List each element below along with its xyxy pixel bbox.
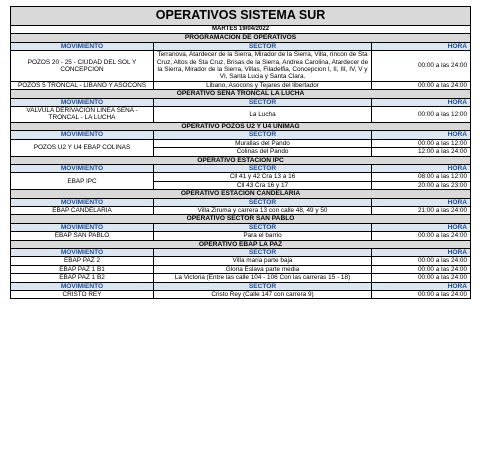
header-movimiento: MOVIMIENTO — [11, 223, 154, 231]
movimiento-cell: EBAP PAZ 2 — [11, 257, 154, 265]
column-header-row — [11, 131, 471, 139]
section-title-row — [11, 190, 471, 198]
section-title-row — [11, 156, 471, 164]
schedule-date: MARTES 19/04/2022 — [11, 26, 471, 34]
operations-table — [10, 6, 471, 299]
sector-cell: Cll 43 Cra 16 y 17 — [154, 181, 372, 189]
header-hora: HORA — [372, 282, 471, 290]
header-sector: SECTOR — [154, 164, 372, 172]
movimiento-cell: POZOS 5 TRONCAL - LIBANO Y ASOCONS — [11, 81, 154, 89]
header-sector: SECTOR — [154, 98, 372, 106]
section-title-row — [11, 122, 471, 130]
header-hora: HORA — [372, 223, 471, 231]
header-hora: HORA — [372, 131, 471, 139]
table-row — [11, 257, 471, 265]
table-row — [11, 206, 471, 214]
section-title: OPERATIVO SENA TRONCAL LA LUCHA — [11, 90, 471, 98]
sector-cell: Gloria Eslava parte media — [154, 265, 372, 273]
hora-cell: 00:00 a las 12:00 — [372, 139, 471, 147]
sector-cell: Libano, Asocons y Tejares del libertador — [154, 81, 372, 89]
column-header-row — [11, 164, 471, 172]
column-header-row — [11, 223, 471, 231]
header-movimiento: MOVIMIENTO — [11, 42, 154, 50]
sector-cell: La Lucha — [154, 107, 372, 123]
header-sector: SECTOR — [154, 248, 372, 256]
table-row — [11, 51, 471, 82]
hora-cell: 08:00 a las 12:00 — [372, 173, 471, 181]
column-header-row — [11, 198, 471, 206]
section-title: PROGRAMACIÓN DE OPERATIVOS — [11, 34, 471, 42]
header-hora: HORA — [372, 98, 471, 106]
hora-cell: 00:00 a las 24:00 — [372, 51, 471, 82]
movimiento-cell: POZOS 20 - 25 - CIUDAD DEL SOL Y CONCEPCION — [11, 51, 154, 82]
table-row — [11, 81, 471, 89]
title-row — [11, 7, 471, 26]
sector-cell: Terranova, Atardecer de la Sierra, Mirador de la Sierra, Villa, rincon de Sta Cruz, Altos de Sta Cruz, Brisas de la Sierra, Andrea Carolina, Atardecer de la Sierra, Mirador de la Sierra, Villas, Filadelfia, Concepcion I, II, III, IV, V y VI, Santa Lucia y Santa Clara. — [154, 51, 372, 82]
section-title: OPERATIVO SECTOR SAN PABLO — [11, 215, 471, 223]
header-movimiento: MOVIMIENTO — [11, 98, 154, 106]
section-title: OPERATIVO POZOS U2 Y U4 UNIMAG — [11, 122, 471, 130]
table-row — [11, 107, 471, 123]
table-row — [11, 232, 471, 240]
schedule-sheet — [10, 6, 470, 299]
hora-cell: 00:00 a las 24:00 — [372, 265, 471, 273]
section-title-row — [11, 240, 471, 248]
header-sector: SECTOR — [154, 42, 372, 50]
section-title: OPERATIVO ESTACION IPC — [11, 156, 471, 164]
hora-cell: 21:00 a las 24:00 — [372, 206, 471, 214]
header-movimiento: MOVIMIENTO — [11, 282, 154, 290]
header-hora: HORA — [372, 164, 471, 172]
table-row — [11, 139, 471, 147]
header-sector: SECTOR — [154, 131, 372, 139]
hora-cell: 00:00 a las 24:00 — [372, 232, 471, 240]
page-title: OPERATIVOS SISTEMA SUR — [11, 7, 471, 26]
header-sector: SECTOR — [154, 223, 372, 231]
header-hora: HORA — [372, 198, 471, 206]
sector-cell: Para el barrio — [154, 232, 372, 240]
section-title: OPERATIVO ESTACION CANDELARIA — [11, 190, 471, 198]
hora-cell: 00:00 a las 12:00 — [372, 107, 471, 123]
movimiento-cell: EBAP PAZ 1 B2 — [11, 274, 154, 282]
header-movimiento: MOVIMIENTO — [11, 131, 154, 139]
header-hora: HORA — [372, 248, 471, 256]
column-header-row — [11, 248, 471, 256]
table-row — [11, 274, 471, 282]
header-movimiento: MOVIMIENTO — [11, 164, 154, 172]
section-title-row — [11, 90, 471, 98]
hora-cell: 12:00 a las 24:00 — [372, 148, 471, 156]
sector-cell: Cristo Rey (Calle 147 con carrera 9) — [154, 291, 372, 299]
header-hora: HORA — [372, 42, 471, 50]
section-title-row — [11, 215, 471, 223]
header-movimiento: MOVIMIENTO — [11, 248, 154, 256]
column-header-row — [11, 42, 471, 50]
movimiento-cell: CRISTO REY — [11, 291, 154, 299]
hora-cell: 20:00 a las 23:00 — [372, 181, 471, 189]
date-row — [11, 26, 471, 34]
header-sector: SECTOR — [154, 198, 372, 206]
header-sector: SECTOR — [154, 282, 372, 290]
movimiento-cell: EBAP IPC — [11, 173, 154, 190]
movimiento-cell: EBAP SAN PABLO — [11, 232, 154, 240]
table-row — [11, 265, 471, 273]
sector-cell: Colinas del Pando — [154, 148, 372, 156]
hora-cell: 00:00 a las 24:00 — [372, 291, 471, 299]
section-title-row — [11, 34, 471, 42]
column-header-row — [11, 282, 471, 290]
header-movimiento: MOVIMIENTO — [11, 198, 154, 206]
movimiento-cell: POZOS U2 Y U4 EBAP COLINAS — [11, 139, 154, 156]
movimiento-cell: VALVULA DERIVACION LINEA SENA - TRONCAL - LA LUCHA — [11, 107, 154, 123]
sector-cell: La Victoria (Entre las calle 104 - 106 Con las carreras 15 - 18) — [154, 274, 372, 282]
section-title: OPERATIVO EBAP LA PAZ — [11, 240, 471, 248]
column-header-row — [11, 98, 471, 106]
sector-cell: Murallas del Pando — [154, 139, 372, 147]
table-row — [11, 173, 471, 181]
sector-cell: Villa maria parte baja — [154, 257, 372, 265]
hora-cell: 00:00 a las 24:00 — [372, 257, 471, 265]
hora-cell: 00:00 a las 24:00 — [372, 81, 471, 89]
hora-cell: 00:00 a las 24:00 — [372, 274, 471, 282]
movimiento-cell: EBAP CANDELARIA — [11, 206, 154, 214]
table-row — [11, 291, 471, 299]
movimiento-cell: EBAP PAZ 1 B1 — [11, 265, 154, 273]
sector-cell: Villa Ziruma y carrera 13 con calle 48, 49 y 50 — [154, 206, 372, 214]
sector-cell: Cll 41 y 42 Cra 13 a 16 — [154, 173, 372, 181]
